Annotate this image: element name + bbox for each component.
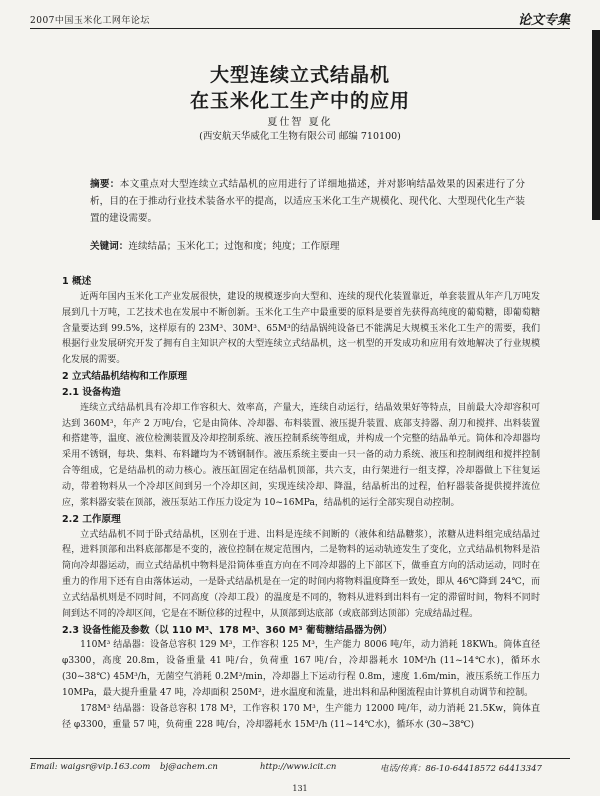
title-line-1: 大型连续立式结晶机: [209, 64, 390, 86]
footer-email-2: bj@achem.cn: [160, 762, 218, 772]
keywords-text: 连续结晶；玉米化工；过饱和度；纯度；工作原理: [128, 241, 340, 252]
paragraph-110m3: 110M³ 结晶器：设备总容积 129 M³，工作容积 125 M³，生产能力 8006 吨/年，动力消耗 18KWh。筒体直径 φ3300，高度 20.8m，设备重量 41 吨/台，负荷重 167 吨/台，冷却器耗水 10M³/h (11~14℃水)，循环水 (30~38℃) 45M³/h，无菌空气消耗 0.2M³/min，冷却器上下运动行程 0.8m，速度 1.6m/min，液压系统工作压力 10MPa，最大提升重量 47 吨，冷却面积 250M²，进水温度和流量，进出料和品种图流程由计算机自动调节和控制。: [62, 640, 540, 698]
page-number: 131: [292, 784, 308, 793]
affiliation: (西安航天华威化工生物有限公司 邮编 710100): [199, 131, 401, 142]
section-2-1-heading: 2.1 设备构造: [62, 386, 121, 398]
section-1-heading: 1 概述: [62, 276, 92, 287]
footer-phone: 电话/传真：86-10-64418572 64413347: [380, 764, 542, 774]
header-right: 论文专集: [517, 13, 570, 28]
header-left: 2007中国玉米化工网年论坛: [30, 16, 150, 26]
paragraph-structure: 连续立式结晶机具有冷却工作容积大、效率高，产量大，连续自动运行，结晶效果好等特点，目前最大冷却容积可达到 360M³，年产 2 万吨/台，它是由筒体、冷却器、布料装置、液压提升装置、底部支持器、刮刀和搅拌、出料装置和搭建等，温度、液位检测装置及冷却控制系统、液压控制系统等组成，并构成一个完整的结晶单元。筒体和冷却器均采用不锈钢，每块、集料、布料罐均为不锈钢制作。液压系统主要由一只一备的动力系统、液压和控制阀组和搅拌控制合等组成，它是结晶机的动力核心。液压缸固定在结晶机顶部，共六支，由行架进行一组支撑，冷却器做上下往复运动，带着物料从一个冷却区间到另一个冷却区间，实现连续冷却、降温，结晶析出的过程，伯籽器装备提供搅拌流位应，浆料器安装在顶部，液压泵站工作压力设定为 10~16MPa，结晶机的运行全部实现自动控制。: [62, 402, 540, 508]
section-2-2-heading: 2.2 工作原理: [62, 513, 121, 525]
section-2-3-heading: 2.3 设备性能及参数（以 110 M³、178 M³、360 M³ 葡萄糖结晶器为例）: [62, 624, 393, 636]
abstract-label: 摘要：: [90, 179, 120, 190]
paragraph-principle: 立式结晶机不同于卧式结晶机，区别在于进、出料是连续不间断的（液体和结晶糖浆），浓糖从进料组完成结晶过程，进料顶部和出料底部都是不变的，液位控制在规定范围内，二是物料的运动轨迹发生了变化，立式结晶机物料是沿筒向冷却器运动，而立式结晶机中物料是沿筒体垂直方向在不同冷却器的上下部区下，做垂直方向的活动运动，同时在重力的作用下还有自由落体运动，一是卧式结晶机是在一定的时间内将物料温度降至一致处，即从 46℃降到 24℃，而立式结晶机则是不同时间，不同高度（冷却工段）的温度是不同的，物料从进料到出料有一定的滞留时间，物料不同时间到达不同的冷却区间，它是在不断位移的过程中，从顶部到达底部（或底部到达顶部）完成结晶过程。: [62, 529, 540, 619]
title-line-2: 在玉米化工生产中的应用: [189, 90, 410, 112]
running-header: [30, 10, 570, 29]
abstract: [90, 176, 525, 227]
keywords-label: 关键词：: [90, 241, 129, 252]
page-footer: [30, 758, 570, 774]
authors: 夏仕智 夏化: [267, 117, 333, 128]
abstract-text: 本文重点对大型连续立式结晶机的应用进行了详细地描述，并对影响结晶效果的因素进行了分析，目的在于推动行业技术装备水平的提高，以适应玉米化工生产规模化、现代化、大型现代化生产装置的建设需要。: [90, 179, 526, 224]
footer-email: Email: waigsr@vip.163.com: [30, 762, 151, 772]
section-2-heading: 2 立式结晶机结构和工作原理: [62, 371, 188, 383]
paragraph-178m3: 178M³ 结晶器：设备总容积 178 M³，工作容积 170 M³，生产能力 12000 吨/年，动力消耗 21.5Kw，筒体直径 φ3300，重量 57 吨，负荷重 228 吨/台，冷却器耗水 15M³/h (11~14℃水)，循环水 (30~38℃): [62, 703, 540, 730]
keywords: [90, 238, 530, 252]
footer-url: http://www.icit.cn: [260, 762, 337, 772]
paragraph-overview: 近两年国内玉米化工产业发展很快，建设的规模逐步向大型和、连续的现代化装置靠近，单套装置从年产几万吨发展到几十万吨，工艺技术也在发展中不断创新。玉米化工生产中最重要的原料是要首先获得高纯度的葡萄糖，即葡萄糖含量要达到 99.5%，这样原有的 23M³、30M³、65M³的结晶锅纯设备已不能满足大规模玉米化工生产的需要，我们根据行业发展研究开发了拥有自主知识产权的大型连续立式结晶机，这一机型的开发成功和应用有效地解决了行业规模化发展的需要。: [62, 291, 540, 366]
body-text: [62, 274, 540, 733]
